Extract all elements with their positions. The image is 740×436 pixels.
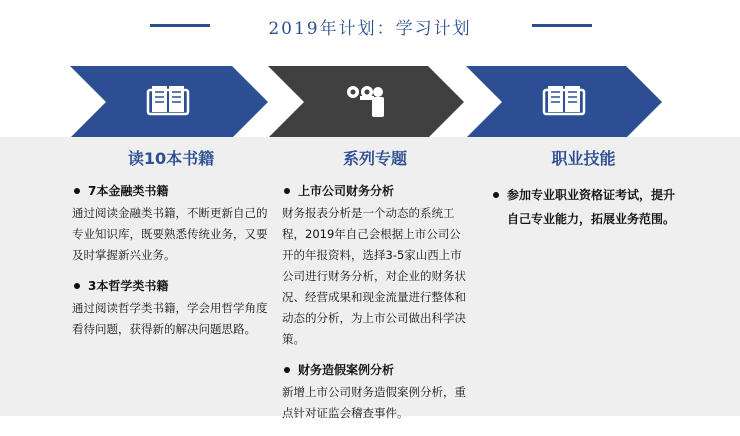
column-topics xyxy=(282,146,468,436)
title-decor-line-right xyxy=(532,24,592,27)
bullet-icon xyxy=(74,283,80,289)
item-description: 财务报表分析是一个动态的系统工程，2019年自己会根据上市公司公开的年报资料，选择3-5家山西上市公司进行财务分析，对企业的财务状况、经营成果和现金流量进行整体和动态的分析，为上市公司做出科学决策。 xyxy=(282,206,466,346)
item-description: 通过阅读哲学类书籍，学会用哲学角度看待问题，获得新的解决问题思路。 xyxy=(72,301,268,336)
header xyxy=(0,0,740,50)
bullet-icon xyxy=(74,188,80,194)
item-heading: 3本哲学类书籍 xyxy=(88,279,169,293)
list-item xyxy=(72,183,270,266)
column-title: 职业技能 xyxy=(551,149,616,168)
item-heading: 上市公司财务分析 xyxy=(298,184,395,198)
item-heading: 参加专业职业资格证考试，提升自己专业能力，拓展业务范围。 xyxy=(507,188,676,226)
arrow-step-2 xyxy=(268,66,464,138)
item-description: 通过阅读金融类书籍，不断更新自己的专业知识库，既要熟悉传统业务，又要及时掌握新兴业务。 xyxy=(72,206,268,262)
column-skills xyxy=(491,146,676,243)
column-title: 系列专题 xyxy=(342,149,407,168)
arrow-step-3 xyxy=(466,66,662,138)
bullet-icon xyxy=(493,192,499,198)
page-title: 2019年计划：学习计划 xyxy=(268,19,472,39)
bullet-icon xyxy=(284,367,290,373)
list-item xyxy=(72,278,270,340)
item-heading: 7本金融类书籍 xyxy=(88,184,169,198)
list-item xyxy=(282,183,468,350)
list-item xyxy=(282,362,468,424)
column-reading xyxy=(72,146,270,352)
column-title: 读10本书籍 xyxy=(127,149,215,168)
list-item xyxy=(491,183,676,231)
bullet-icon xyxy=(284,188,290,194)
item-description: 新增上市公司财务造假案例分析，重点针对证监会稽查事件。 xyxy=(282,385,466,420)
process-arrows xyxy=(0,66,740,138)
item-heading: 财务造假案例分析 xyxy=(298,363,395,377)
